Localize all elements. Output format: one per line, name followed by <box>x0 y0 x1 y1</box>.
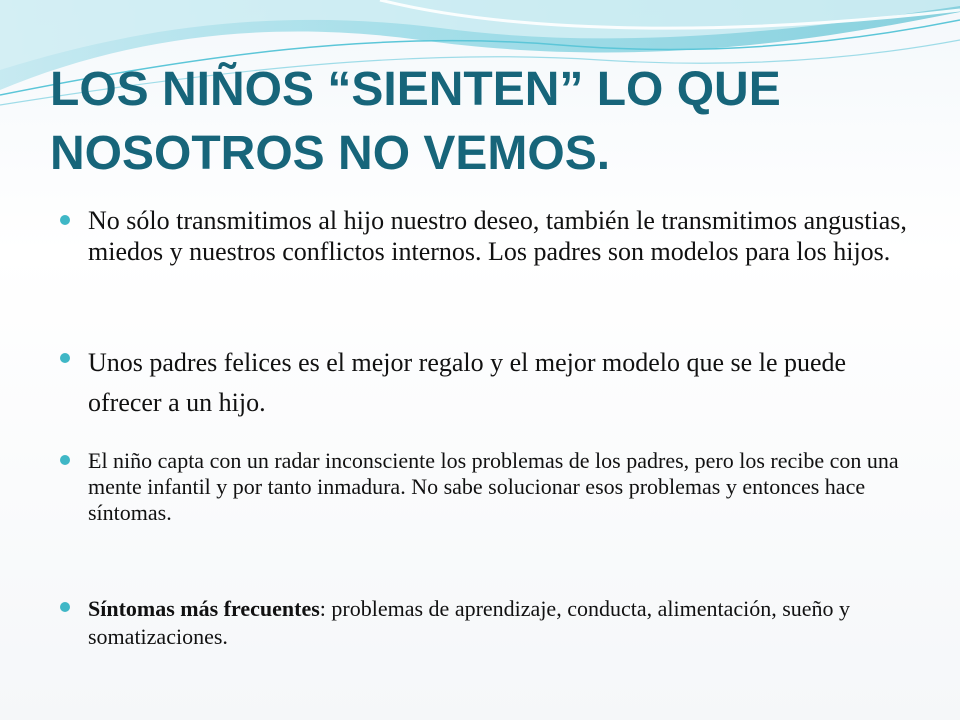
bullet-text: No sólo transmitimos al hijo nuestro deseo, también le transmitimos angustias, miedos y nuestros conflictos internos. Los padres son modelos para los hijos. <box>88 206 907 266</box>
bullet-dot-icon <box>60 353 70 363</box>
bullet-dot-icon <box>60 455 70 465</box>
bullet-text: Unos padres felices es el mejor regalo y el mejor modelo que se le puede ofrecer a un hijo. <box>88 348 847 417</box>
bullet-text: El niño capta con un radar inconsciente los problemas de los padres, pero los recibe con una mente infantil y por tanto inmadura. No sabe solucionar esos problemas y entonces hace síntomas. <box>88 448 899 525</box>
slide-title: LOS NIÑOS “SIENTEN” LO QUE NOSOTROS NO VEMOS. <box>50 63 781 180</box>
bullet-bold-lead: Síntomas más frecuentes <box>88 596 320 621</box>
bullet-rest: : problemas de aprendizaje, conducta, alimentación, sueño y somatizaciones. <box>88 596 851 649</box>
bullet-dot-icon <box>60 215 70 225</box>
bullet-text <box>88 595 908 651</box>
bullet-dot-icon <box>60 602 70 612</box>
